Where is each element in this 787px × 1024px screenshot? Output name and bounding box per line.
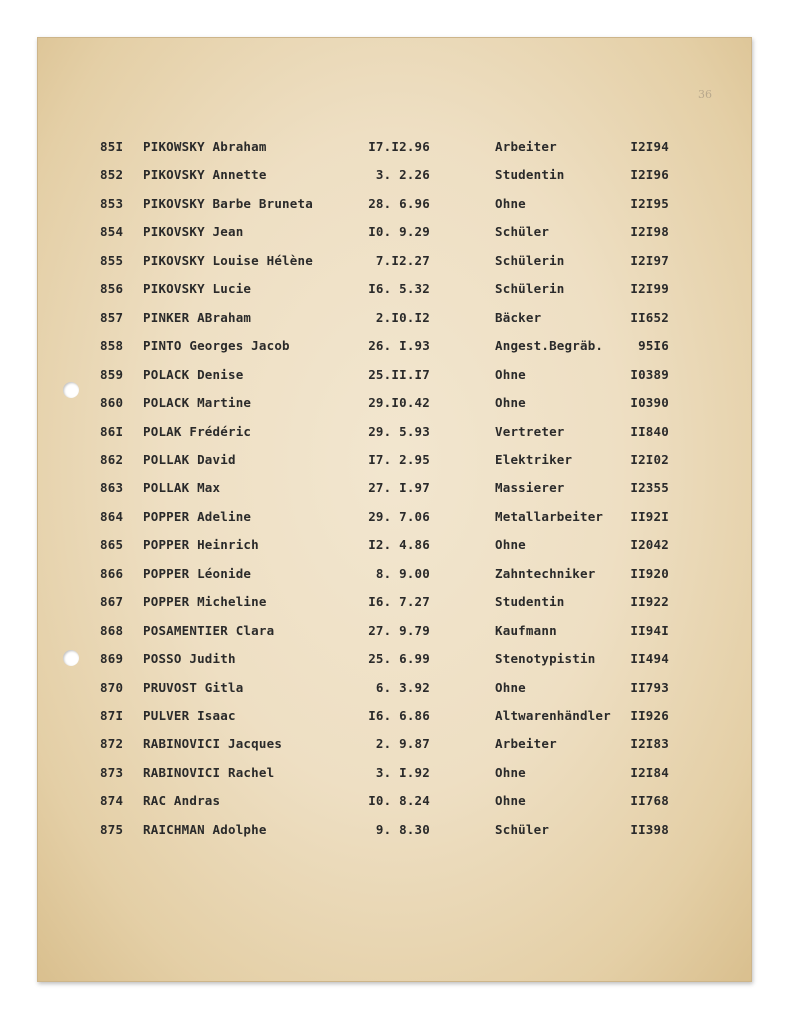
entry-birth-date: 25. 6.99 xyxy=(368,651,430,667)
entry-id-number: II840 xyxy=(630,423,669,439)
list-row xyxy=(37,621,752,641)
entry-number: 864 xyxy=(100,508,124,524)
list-row xyxy=(37,706,752,726)
list-row xyxy=(37,365,752,385)
list-row xyxy=(37,678,752,698)
entry-birth-date: 28. 6.96 xyxy=(368,195,430,211)
entry-birth-date: 3. 2.26 xyxy=(375,167,430,183)
entry-name: POLAK Frédéric xyxy=(143,423,252,439)
entry-name: POPPER Adeline xyxy=(143,508,252,524)
entry-birth-date: 8. 9.00 xyxy=(375,565,430,581)
entry-occupation: Bäcker xyxy=(495,309,542,325)
list-row xyxy=(37,507,752,527)
entry-id-number: I2I98 xyxy=(630,224,669,240)
entry-occupation: Ohne xyxy=(495,679,526,695)
entry-occupation: Ohne xyxy=(495,395,526,411)
entry-name: PINKER ABraham xyxy=(143,309,252,325)
entry-birth-date: 2. 9.87 xyxy=(375,736,430,752)
entry-number: 873 xyxy=(100,764,124,780)
entry-number: 862 xyxy=(100,451,124,467)
list-row xyxy=(37,336,752,356)
entry-birth-date: 9. 8.30 xyxy=(375,821,430,837)
entry-name: POPPER Heinrich xyxy=(143,537,259,553)
entry-occupation: Massierer xyxy=(495,480,565,496)
list-row xyxy=(37,535,752,555)
entry-number: 868 xyxy=(100,622,124,638)
entry-id-number: II922 xyxy=(630,594,669,610)
entry-id-number: II926 xyxy=(630,708,669,723)
entry-occupation: Studentin xyxy=(495,594,565,610)
entry-id-number: I2I99 xyxy=(630,281,669,297)
entry-name: PIKOVSKY Annette xyxy=(143,167,267,183)
list-row xyxy=(37,592,752,612)
entry-id-number: II768 xyxy=(630,793,669,809)
entry-number: 856 xyxy=(100,281,124,297)
entry-occupation: Kaufmann xyxy=(495,622,557,638)
entry-birth-date: 25.II.I7 xyxy=(368,366,430,382)
entry-name: PIKOWSKY Abraham xyxy=(143,139,267,154)
entry-name: POLACK Denise xyxy=(143,366,244,382)
entry-id-number: I2355 xyxy=(630,480,669,496)
entry-id-number: II398 xyxy=(630,821,669,837)
entry-birth-date: 29. 7.06 xyxy=(368,508,430,524)
entry-occupation: Vertreter xyxy=(495,423,565,439)
list-row xyxy=(37,791,752,811)
entry-name: POSAMENTIER Clara xyxy=(143,622,275,638)
list-row xyxy=(37,251,752,271)
entry-occupation: Schüler xyxy=(495,821,550,837)
entry-number: 863 xyxy=(100,480,124,496)
entry-occupation: Schüler xyxy=(495,224,550,240)
entry-birth-date: 29. 5.93 xyxy=(368,423,430,439)
list-row xyxy=(37,279,752,299)
entry-name: POLLAK Max xyxy=(143,480,221,496)
entry-number: 860 xyxy=(100,395,124,411)
entry-id-number: I2I94 xyxy=(630,139,669,154)
entry-occupation: Ohne xyxy=(495,537,526,553)
entry-id-number: II920 xyxy=(630,565,669,581)
list-row xyxy=(37,478,752,498)
entry-birth-date: 7.I2.27 xyxy=(375,252,430,268)
entry-occupation: Ohne xyxy=(495,764,526,780)
list-row xyxy=(37,222,752,242)
entry-number: 854 xyxy=(100,224,124,240)
list-row xyxy=(37,194,752,214)
entry-id-number: I2I84 xyxy=(630,764,669,780)
entry-occupation: Stenotypistin xyxy=(495,651,596,667)
entry-name: PULVER Isaac xyxy=(143,708,236,723)
entry-birth-date: 2.I0.I2 xyxy=(375,309,430,325)
list-row xyxy=(37,165,752,185)
entry-name: RAICHMAN Adolphe xyxy=(143,821,267,837)
entry-id-number: II793 xyxy=(630,679,669,695)
entry-occupation: Studentin xyxy=(495,167,565,183)
entry-number: 857 xyxy=(100,309,124,325)
entry-occupation: Ohne xyxy=(495,195,526,211)
entry-id-number: I2I83 xyxy=(630,736,669,752)
entry-id-number: II494 xyxy=(630,651,669,667)
entry-number: 869 xyxy=(100,651,124,667)
entry-name: PIKOVSKY Barbe Bruneta xyxy=(143,195,313,211)
entry-name: POSSO Judith xyxy=(143,651,236,667)
entry-number: 858 xyxy=(100,338,124,354)
entry-occupation: Ohne xyxy=(495,793,526,809)
entry-name: POPPER Léonide xyxy=(143,565,252,581)
entry-name: POLACK Martine xyxy=(143,395,252,411)
list-row xyxy=(37,450,752,470)
entry-birth-date: 3. I.92 xyxy=(375,764,430,780)
entry-occupation: Zahntechniker xyxy=(495,565,596,581)
entry-name: RABINOVICI Jacques xyxy=(143,736,283,752)
entry-number: 859 xyxy=(100,366,124,382)
list-row xyxy=(37,820,752,840)
entry-number: 86I xyxy=(100,423,124,439)
entry-birth-date: 29.I0.42 xyxy=(368,395,430,411)
entry-birth-date: I6. 7.27 xyxy=(368,594,430,610)
entry-number: 85I xyxy=(100,139,124,154)
entry-number: 865 xyxy=(100,537,124,553)
entry-birth-date: 6. 3.92 xyxy=(375,679,430,695)
entry-number: 853 xyxy=(100,195,124,211)
entry-id-number: I2042 xyxy=(630,537,669,553)
entry-name: PRUVOST Gitla xyxy=(143,679,244,695)
entry-birth-date: 26. I.93 xyxy=(368,338,430,354)
entry-birth-date: 27. 9.79 xyxy=(368,622,430,638)
list-row xyxy=(37,393,752,413)
list-row xyxy=(37,137,752,157)
typed-list-page xyxy=(37,37,752,982)
list-row xyxy=(37,422,752,442)
entry-occupation: Arbeiter xyxy=(495,139,557,154)
entry-name: RABINOVICI Rachel xyxy=(143,764,275,780)
entry-name: PIKOVSKY Louise Hélène xyxy=(143,252,313,268)
entry-birth-date: 27. I.97 xyxy=(368,480,430,496)
entry-id-number: I2I95 xyxy=(630,195,669,211)
entry-name: RAC Andras xyxy=(143,793,221,809)
entry-number: 875 xyxy=(100,821,124,837)
entry-id-number: 95I6 xyxy=(638,338,669,354)
entry-birth-date: I6. 6.86 xyxy=(368,708,430,723)
list-row xyxy=(37,763,752,783)
entry-number: 872 xyxy=(100,736,124,752)
entry-occupation: Metallarbeiter xyxy=(495,508,604,524)
page-number-mark: 36 xyxy=(698,88,712,101)
entry-number: 867 xyxy=(100,594,124,610)
list-row xyxy=(37,734,752,754)
entry-occupation: Arbeiter xyxy=(495,736,557,752)
entry-id-number: II652 xyxy=(630,309,669,325)
entry-occupation: Altwarenhändler xyxy=(495,708,611,723)
list-row xyxy=(37,649,752,669)
entry-birth-date: I2. 4.86 xyxy=(368,537,430,553)
entry-occupation: Schülerin xyxy=(495,281,565,297)
entry-id-number: I2I97 xyxy=(630,252,669,268)
entry-name: PIKOVSKY Jean xyxy=(143,224,244,240)
entry-number: 870 xyxy=(100,679,124,695)
entry-birth-date: I7. 2.95 xyxy=(368,451,430,467)
entry-occupation: Ohne xyxy=(495,366,526,382)
entry-birth-date: I0. 8.24 xyxy=(368,793,430,809)
entry-id-number: II92I xyxy=(630,508,669,524)
entry-number: 874 xyxy=(100,793,124,809)
entry-id-number: I0390 xyxy=(630,395,669,411)
entry-number: 855 xyxy=(100,252,124,268)
entry-number: 852 xyxy=(100,167,124,183)
entry-number: 866 xyxy=(100,565,124,581)
entry-birth-date: I7.I2.96 xyxy=(368,139,430,154)
entry-id-number: I2I96 xyxy=(630,167,669,183)
entry-id-number: I0389 xyxy=(630,366,669,382)
entry-number: 87I xyxy=(100,708,124,723)
entry-id-number: I2I02 xyxy=(630,451,669,467)
entry-name: POLLAK David xyxy=(143,451,236,467)
entry-occupation: Schülerin xyxy=(495,252,565,268)
entry-id-number: II94I xyxy=(630,622,669,638)
entry-name: POPPER Micheline xyxy=(143,594,267,610)
entry-birth-date: I0. 9.29 xyxy=(368,224,430,240)
list-row xyxy=(37,564,752,584)
entry-occupation: Elektriker xyxy=(495,451,573,467)
entry-birth-date: I6. 5.32 xyxy=(368,281,430,297)
entry-name: PINTO Georges Jacob xyxy=(143,338,290,354)
entry-name: PIKOVSKY Lucie xyxy=(143,281,252,297)
list-row xyxy=(37,308,752,328)
entry-occupation: Angest.Begräb. xyxy=(495,338,604,354)
